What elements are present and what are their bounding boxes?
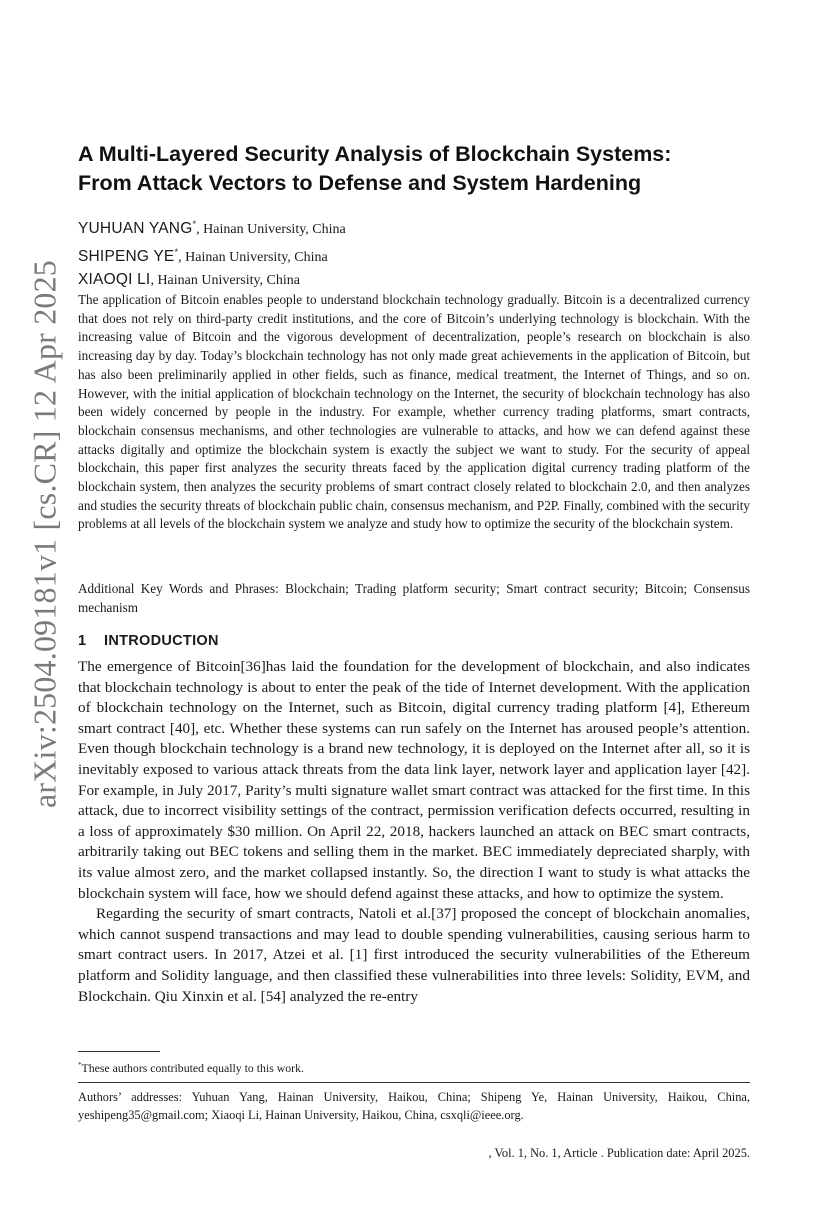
- section-heading: [78, 633, 750, 649]
- paper-title: [78, 140, 750, 198]
- publication-footer: , Vol. 1, No. 1, Article . Publication date: April 2025.: [488, 1146, 750, 1160]
- section-number: 1: [78, 633, 87, 649]
- author-list: [78, 213, 750, 292]
- arxiv-identifier-text: arXiv:2504.09181v1 [cs.CR] 12 Apr 2025: [26, 259, 63, 809]
- section-title: INTRODUCTION: [104, 633, 219, 649]
- footnote-divider: [78, 1051, 160, 1052]
- footnote: [78, 1058, 750, 1076]
- address-divider: [78, 1082, 750, 1083]
- footnote-text: These authors contributed equally to this work.: [81, 1060, 304, 1075]
- footnote-mark: *: [78, 1061, 82, 1069]
- author-entry: [78, 213, 750, 241]
- keywords: Additional Key Words and Phrases: Blockchain; Trading platform security; Smart contract security; Bitcoin; Consensus mechanism: [78, 581, 750, 615]
- author-entry: [78, 269, 750, 292]
- author-name: YUHUAN YANG*: [78, 219, 197, 238]
- body-paragraph: The emergence of Bitcoin[36]has laid the foundation for the development of blockchain, and also indicates that blockchain technology is about to enter the peak of the tide of Internet development. With the application of blockchain technology on the Internet, such as Bitcoin, digital currency trading platform [4], Ethereum smart contract [40], etc. Whether these systems can run safely on the Internet has aroused people’s attention. Even though blockchain technology is a brand new technology, it is deployed on the Internet after all, so it is inevitably exposed to various attack threats from the data link layer, network layer and application layer [42]. For example, in July 2017, Parity’s multi signature wallet smart contract was attacked for the first time. In this attack, due to incorrect visibility settings of the contract, permission verification defects occurred, resulting in a loss of approximately $30 million. On April 22, 2018, hackers launched an attack on BEC smart contracts, arbitrarily taking out BEC tokens and selling them in the market. BEC immediately depreciated sharply, with its value almost zero, and the market collapsed instantly. So, the direction I want to study is what attacks the blockchain system will face, how we should defend against these attacks, and how to optimize the system.: [78, 658, 750, 902]
- author-addresses: Authors’ addresses: Yuhuan Yang, Hainan University, Haikou, China; Shipeng Ye, Hainan University, Haikou, China, yeshipeng35@gmail.com; Xiaoqi Li, Hainan University, Haikou, China, csxqli@ieee.org.: [78, 1090, 750, 1122]
- introduction-body: [78, 657, 750, 1007]
- author-name: SHIPENG YE*: [78, 247, 179, 266]
- abstract: The application of Bitcoin enables people to understand blockchain technology gradually. Bitcoin is a decentralized currency that does not rely on third-party credit institutions, and the core of Bitcoin’s underlying technology is blockchain. With the increasing value of Bitcoin and the vigorous development of decentralization, people’s research on blockchain is also increasing day by day. Today’s blockchain technology has not only made great achievements in the application of Bitcoin, but has also been preliminarily applied in other fields, such as finance, medical treatment, the Internet of Things, and so on. However, with the initial application of blockchain technology on the Internet, the security of blockchain technology has also been widely concerned by people in the industry. For example, whether currency trading platforms, smart contracts, blockchain consensus mechanisms, and other technologies are vulnerable to attacks, and how we can defend against these attacks digitally and optimize the blockchain system is exactly the subject we want to study. For the security of appeal blockchain, this paper first analyzes the security threats faced by the application digital currency trading platform of the blockchain system, then analyzes the security problems of smart contract closely related to blockchain 2.0, and then analyzes and studies the security threats of blockchain public chain, consensus mechanism, and P2P. Finally, combined with the security problems at all levels of the blockchain system we analyze and study how to optimize the security of the blockchain system.: [78, 292, 750, 532]
- body-paragraph: Regarding the security of smart contracts, Natoli et al.[37] proposed the concept of blockchain anomalies, which cannot suspend transactions and may lead to double spending vulnerabilities, causing serious harm to smart contract users. In 2017, Atzei et al. [1] first introduced the security vulnerabilities of the Ethereum platform and Solidity language, and then classified these vulnerabilities into three levels: Solidity, EVM, and Blockchain. Qiu Xinxin et al. [54] analyzed the re-entry: [78, 905, 750, 1005]
- author-entry: [78, 241, 750, 269]
- author-affiliation: , Hainan University, China: [150, 273, 301, 289]
- author-affiliation: , Hainan University, China: [178, 250, 328, 266]
- equal-contribution-mark: *: [174, 247, 179, 258]
- author-affiliation: , Hainan University, China: [196, 222, 346, 238]
- arxiv-identifier: [28, 236, 62, 832]
- paper-title-line-1: A Multi-Layered Security Analysis of Blockchain Systems:: [78, 142, 672, 166]
- author-name: XIAOQI LI: [78, 271, 151, 289]
- equal-contribution-mark: *: [192, 219, 197, 229]
- paper-title-line-2: From Attack Vectors to Defense and System Hardening: [78, 171, 642, 195]
